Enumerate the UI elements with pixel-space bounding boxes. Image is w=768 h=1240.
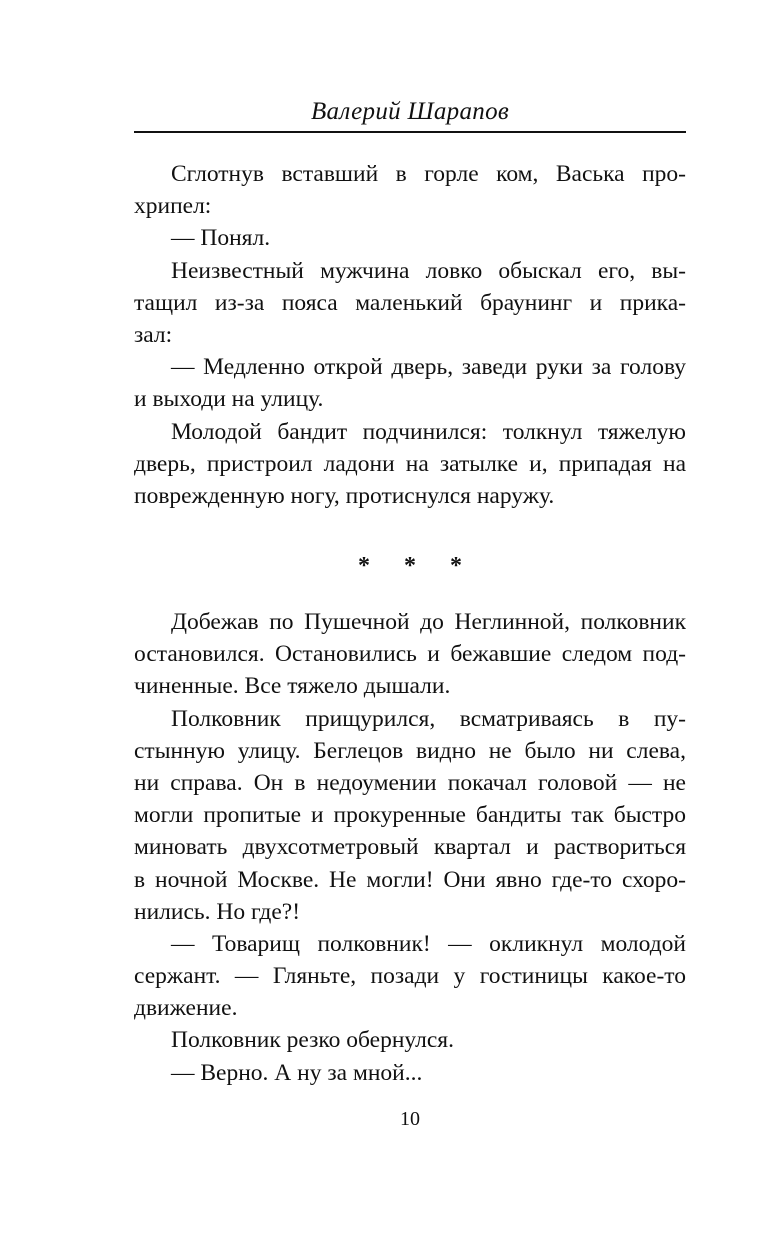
text-line: тащил из-за пояса маленький браунинг и прика- xyxy=(134,289,686,316)
page-number: 10 xyxy=(400,1108,420,1130)
text-line: в ночной Москве. Не могли! Они явно где-то схоро- xyxy=(134,866,686,893)
text-line: — Медленно открой дверь, заведи руки за голову xyxy=(171,354,686,381)
text-line: Сглотнув вставший в горле ком, Васька про- xyxy=(171,161,686,187)
text-line: — Товарищ полковник! — окликнул молодой xyxy=(171,930,686,957)
text-line: остановился. Остановились и бежавшие следом под- xyxy=(134,641,686,668)
text-line: — Верно. А ну за мной... xyxy=(171,1059,423,1086)
text-line: дверь, пристроил ладони на затылке и, припадая на xyxy=(134,450,686,477)
text-line: стынную улицу. Беглецов видно не было ни слева, xyxy=(134,737,686,764)
text-line: могли пропитые и прокуренные бандиты так быстро xyxy=(134,802,686,829)
text-line: нились. Но где?! xyxy=(134,898,301,925)
text-line: чиненные. Все тяжело дышали. xyxy=(134,673,451,700)
text-block-1 xyxy=(134,158,686,512)
text-line: Молодой бандит подчинился: толкнул тяжелую xyxy=(171,418,686,445)
text-line: и выходи на улицу. xyxy=(134,386,324,413)
text-line: поврежденную ногу, протиснулся наружу. xyxy=(134,482,555,509)
text-line: ни справа. Он в недоумении покачал головой — не xyxy=(134,769,686,796)
running-head: Валерий Шарапов xyxy=(310,98,510,125)
text-line: зал: xyxy=(134,321,173,348)
text-line: Полковник прищурился, всматриваясь в пу- xyxy=(171,705,686,732)
text-line: Полковник резко обернулся. xyxy=(171,1027,454,1054)
text-line: Неизвестный мужчина ловко обыскал его, вы- xyxy=(171,257,686,284)
text-line: сержант. — Гляньте, позади у гостиницы какое-то xyxy=(134,963,686,990)
header-rule xyxy=(134,131,686,133)
text-line: движение. xyxy=(134,995,238,1022)
text-line: хрипел: xyxy=(134,193,212,220)
text-line: Добежав по Пушечной до Неглинной, полковник xyxy=(171,609,686,635)
text-line: — Понял. xyxy=(171,225,271,252)
text-block-2 xyxy=(134,606,686,1089)
text-line: миновать двухсотметровый квартал и раствориться xyxy=(134,834,686,861)
section-separator: * * * xyxy=(358,553,476,579)
